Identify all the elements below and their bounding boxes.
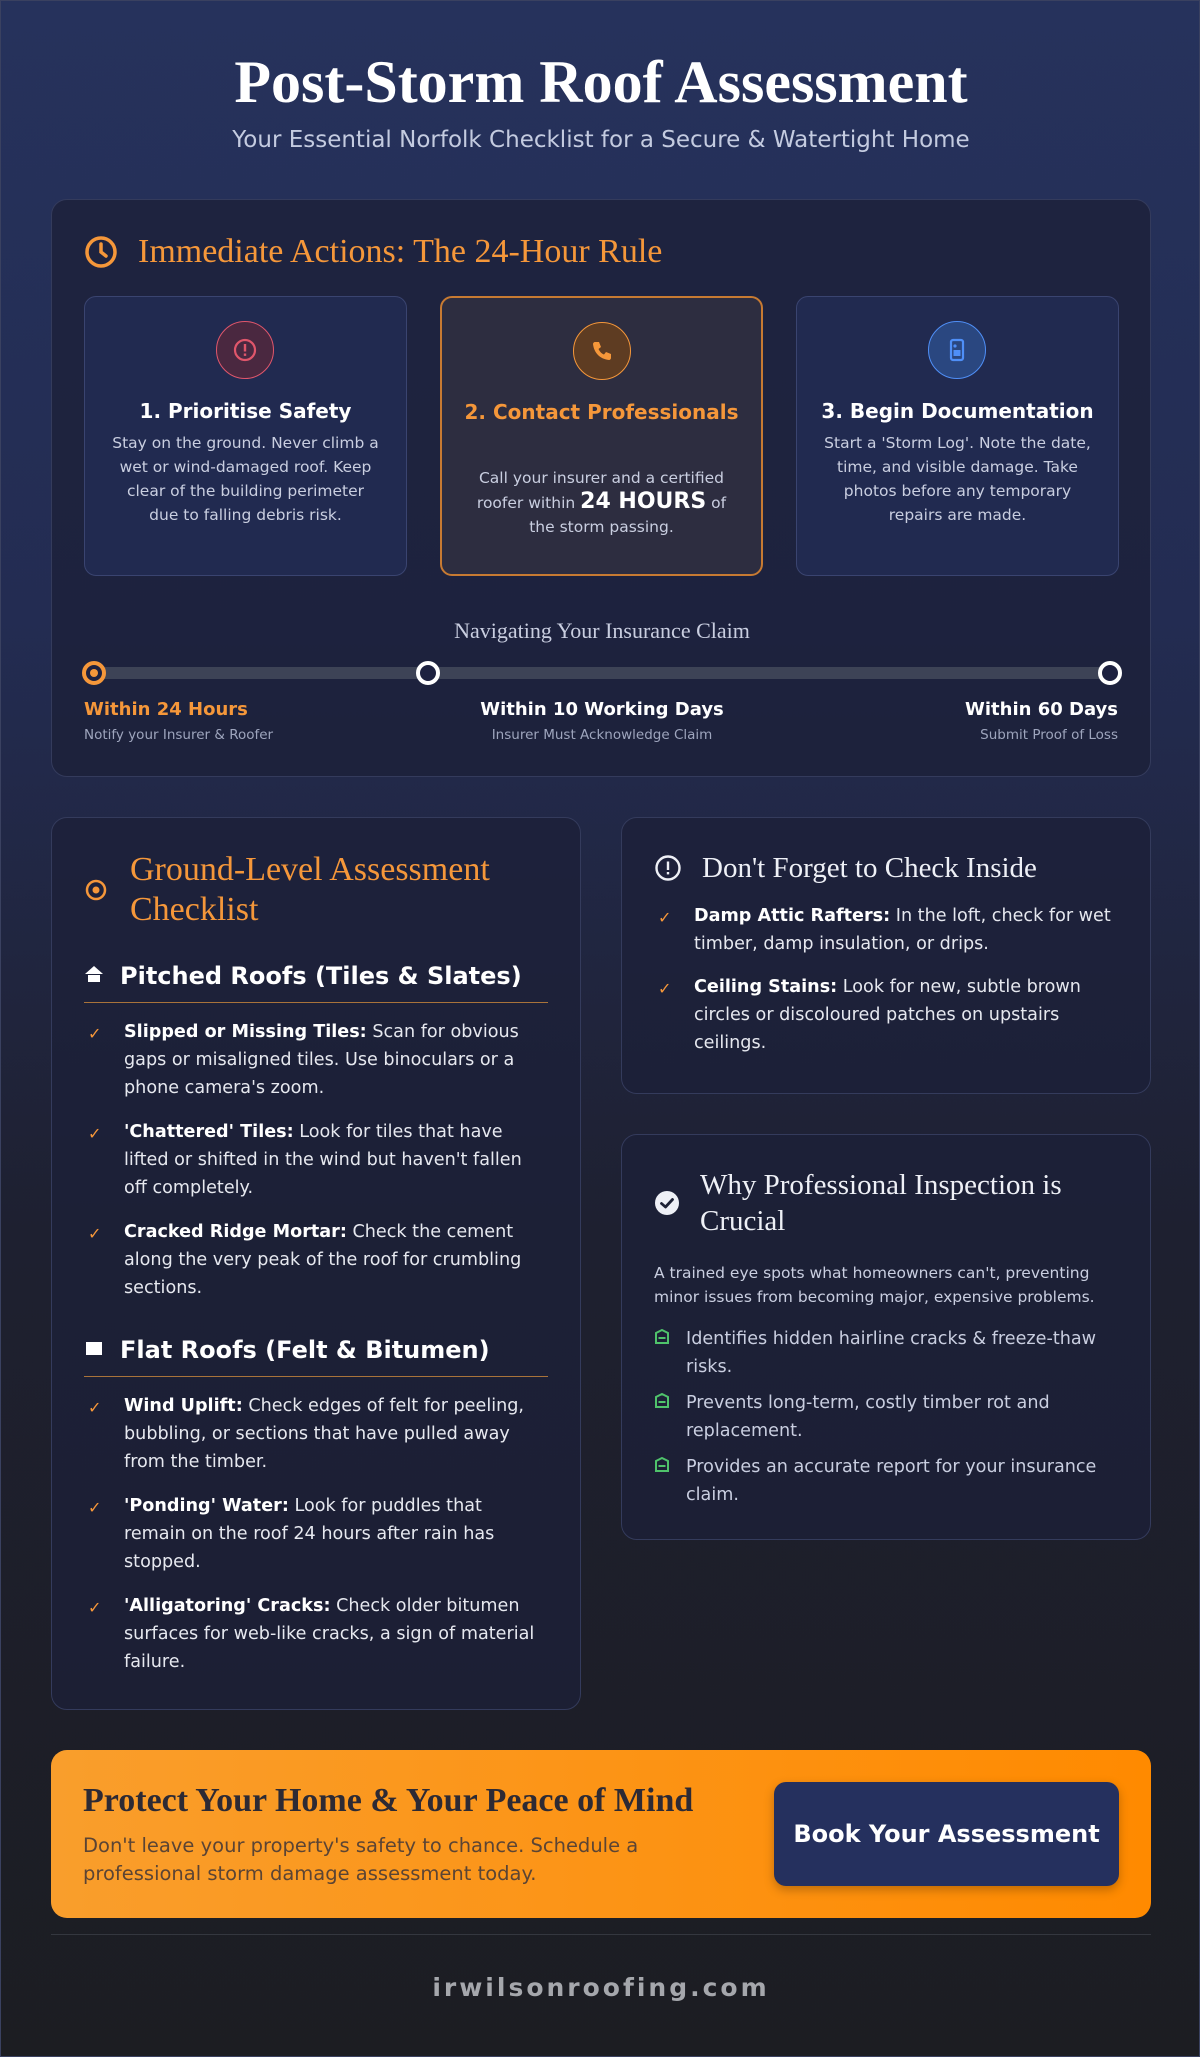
benefit-text: Prevents long-term, costly timber rot and replacement. [686, 1393, 1050, 1441]
home-icon [84, 965, 104, 988]
checklist-item-text [124, 1492, 548, 1576]
action-card-text-before: Call your insurer and a certified roofer within [476, 469, 724, 512]
action-card-emphasis: 24 HOURS [580, 489, 707, 514]
checklist-item [84, 1392, 548, 1476]
inside-item-label: Damp Attic Rafters: [694, 906, 891, 926]
check-icon: ✓ [658, 908, 672, 927]
checklist-title: Ground-Level Assessment Checklist [130, 851, 490, 928]
action-card-title: 2. Contact Professionals [464, 400, 739, 424]
inside-item [654, 973, 1118, 1057]
action-card-documentation [796, 296, 1119, 576]
checklist-item [84, 1218, 548, 1302]
cta-title: Protect Your Home & Your Peace of Mind [83, 1782, 694, 1819]
inside-item-desc: Look for new, subtle brown circles or discoloured patches on upstairs ceilings. [694, 977, 1081, 1053]
checklist-item-text [124, 1592, 548, 1676]
shield-icon [654, 1389, 686, 1445]
page-title: Post-Storm Roof Assessment [234, 49, 968, 115]
action-card-text: Start a 'Storm Log'. Note the date, time, and visible damage. Take photos before any temporary repairs are made. [824, 434, 1091, 524]
checklist-item [84, 1018, 548, 1102]
action-card-title: 1. Prioritise Safety [139, 399, 352, 423]
checklist-item-label: Cracked Ridge Mortar: [124, 1222, 347, 1242]
timeline-dot-60-days [1098, 661, 1122, 685]
benefit-item [654, 1389, 1118, 1445]
timeline-dot-10-days [416, 661, 440, 685]
checklist-item-desc: Scan for obvious gaps or misaligned tiles. Use binoculars or a phone camera's zoom. [124, 1022, 519, 1098]
page-subtitle: Your Essential Norfolk Checklist for a Secure & Watertight Home [232, 127, 970, 153]
checklist-item-desc: Check older bitumen surfaces for web-like cracks, a sign of material failure. [124, 1596, 535, 1672]
checklist-item-label: 'Alligatoring' Cracks: [124, 1596, 331, 1616]
info-icon [654, 854, 682, 882]
checklist-item-label: Wind Uplift: [124, 1396, 243, 1416]
checklist-item [84, 1592, 548, 1676]
category-heading-flat [84, 1336, 548, 1377]
check-icon: ✓ [88, 1124, 102, 1143]
footer-divider [51, 1934, 1151, 1935]
checklist-item [84, 1492, 548, 1576]
check-icon: ✓ [658, 979, 672, 998]
checklist-item-desc: Look for tiles that have lifted or shifted in the wind but haven't fallen off completely. [124, 1122, 522, 1198]
action-card-title: 3. Begin Documentation [821, 399, 1094, 423]
check-inside-section [621, 817, 1151, 1094]
check-icon: ✓ [88, 1498, 102, 1517]
checklist-heading [84, 850, 544, 930]
inside-item [654, 902, 1118, 958]
cta-text: Don't leave your property's safety to chance. Schedule a professional storm damage assessment today. [83, 1834, 639, 1885]
benefit-item [654, 1453, 1118, 1509]
timeline-title: Navigating Your Insurance Claim [454, 618, 750, 643]
checklist-item-label: 'Chattered' Tiles: [124, 1122, 294, 1142]
inside-item-label: Ceiling Stains: [694, 977, 838, 997]
check-inside-title: Don't Forget to Check Inside [702, 852, 1037, 884]
immediate-actions-title: Immediate Actions: The 24-Hour Rule [138, 233, 663, 270]
checklist-item-desc: Check edges of felt for peeling, bubbling, or sections that have pulled away from the timber. [124, 1396, 525, 1472]
benefit-item [654, 1325, 1118, 1381]
inside-item-desc: In the loft, check for wet timber, damp insulation, or drips. [694, 906, 1111, 954]
check-icon: ✓ [88, 1398, 102, 1417]
timeline-step-sub: Insurer Must Acknowledge Claim [491, 727, 713, 743]
phone-icon [573, 322, 631, 380]
why-inspection-intro: A trained eye spots what homeowners can't, preventing minor issues from becoming major, expensive problems. [654, 1264, 1095, 1306]
check-icon: ✓ [88, 1598, 102, 1617]
page-header [1, 49, 1200, 153]
immediate-actions-heading [84, 232, 662, 272]
checklist-item-text [124, 1118, 548, 1202]
timeline-track [94, 667, 1110, 679]
inside-item-text [694, 973, 1118, 1057]
benefit-text: Provides an accurate report for your insurance claim. [686, 1457, 1097, 1505]
check-inside-heading [654, 850, 1037, 886]
action-card-contact [440, 296, 763, 576]
timeline-step-label: Within 24 Hours [84, 699, 248, 720]
checklist-item-desc: Look for puddles that remain on the roof 24 hours after rain has stopped. [124, 1496, 495, 1572]
timeline-step-label: Within 60 Days [965, 699, 1118, 720]
action-card-safety [84, 296, 407, 576]
check-circle-icon [654, 1190, 680, 1216]
checklist-item-desc: Check the cement along the very peak of the roof for crumbling sections. [124, 1222, 522, 1298]
timeline-dot-24-hours [82, 661, 106, 685]
clock-icon [84, 235, 118, 269]
checklist-item-label: Slipped or Missing Tiles: [124, 1022, 367, 1042]
book-assessment-button[interactable]: Book Your Assessment [774, 1782, 1119, 1886]
cta-banner [51, 1750, 1151, 1918]
target-icon [84, 878, 108, 902]
why-inspection-section [621, 1134, 1151, 1540]
document-icon [928, 321, 986, 379]
why-inspection-title: Why Professional Inspection is Crucial [700, 1169, 1062, 1237]
category-title: Pitched Roofs (Tiles & Slates) [120, 962, 522, 990]
check-icon: ✓ [88, 1024, 102, 1043]
timeline-step-sub: Submit Proof of Loss [980, 727, 1118, 743]
checklist-item-label: 'Ponding' Water: [124, 1496, 289, 1516]
shield-icon [654, 1325, 686, 1381]
action-card-text [468, 466, 735, 539]
timeline-step-label: Within 10 Working Days [480, 699, 724, 720]
immediate-actions-section [51, 199, 1151, 777]
category-heading-pitched [84, 962, 548, 1003]
footer-site-link[interactable]: irwilsonroofing.com [432, 1973, 770, 2002]
timeline-step-sub: Notify your Insurer & Roofer [84, 727, 274, 743]
benefit-text: Identifies hidden hairline cracks & freeze-thaw risks. [686, 1329, 1097, 1377]
action-card-text: Stay on the ground. Never climb a wet or wind-damaged roof. Keep clear of the building perimeter due to falling debris risk. [112, 434, 379, 524]
why-inspection-heading [654, 1167, 1120, 1239]
action-card-text-after: of the storm passing. [529, 494, 727, 536]
alert-circle-icon [216, 321, 274, 379]
inside-item-text [694, 902, 1118, 958]
checklist-item-text [124, 1018, 548, 1102]
checklist-item [84, 1118, 548, 1202]
check-icon: ✓ [88, 1224, 102, 1243]
shield-icon [654, 1453, 686, 1509]
checklist-item-text [124, 1218, 548, 1302]
square-icon [84, 1340, 104, 1361]
checklist-item-text [124, 1392, 548, 1476]
category-title: Flat Roofs (Felt & Bitumen) [120, 1336, 490, 1364]
ground-level-checklist-section [51, 817, 581, 1710]
